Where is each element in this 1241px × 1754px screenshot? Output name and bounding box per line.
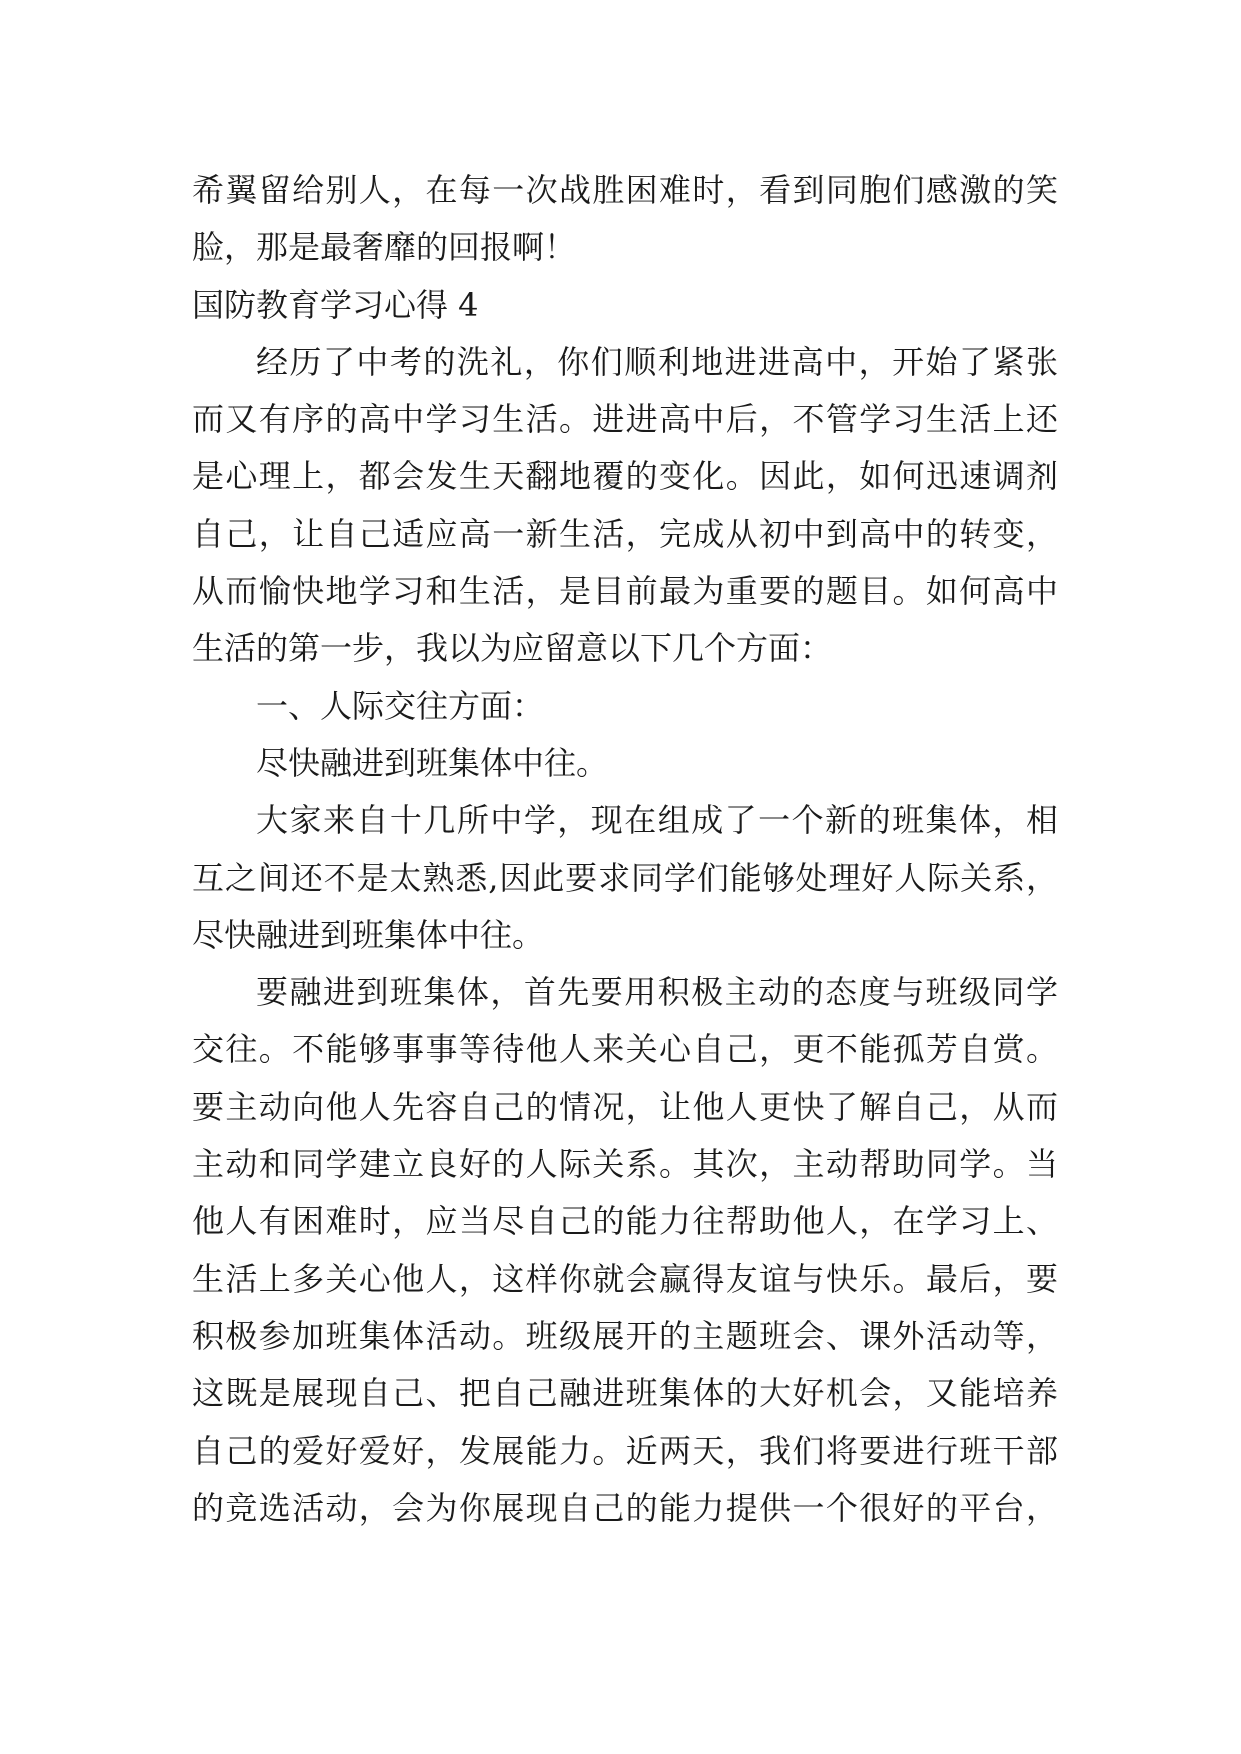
text-line: 从而愉快地学习和生活，是目前最为重要的题目。如何高中: [192, 572, 1058, 611]
text-line: 交往。不能够事事等待他人来关心自己，更不能孤芳自赏。: [192, 1030, 1058, 1069]
text-line: 而又有序的高中学习生活。进进高中后，不管学习生活上还: [192, 400, 1058, 439]
text-line: 生活上多关心他人，这样你就会赢得友谊与快乐。最后，要: [192, 1259, 1058, 1298]
document-body: [192, 162, 1058, 1537]
text-line: 尽快融进到班集体中往。: [256, 743, 609, 782]
text-line: 希翼留给别人，在每一次战胜困难时，看到同胞们感激的笑: [192, 171, 1058, 209]
text-line: 自己的爱好爱好，发展能力。近两天，我们将要进行班干部: [192, 1431, 1058, 1470]
subheading-line: 一、人际交往方面：: [256, 686, 545, 725]
text-line: 是心理上，都会发生天翻地覆的变化。因此，如何迅速调剂: [192, 457, 1058, 496]
text-line: 经历了中考的洗礼，你们顺利地进进高中，开始了紧张: [256, 342, 1058, 381]
text-line: 自己，让自己适应高一新生活，完成从初中到高中的转变，: [192, 514, 1058, 553]
text-line: 主动和同学建立良好的人际关系。其次，主动帮助同学。当: [192, 1145, 1058, 1184]
text-line: 他人有困难时，应当尽自己的能力往帮助他人，在学习上、: [192, 1202, 1058, 1241]
text-line: 要主动向他人先容自己的情况，让他人更快了解自己，从而: [192, 1087, 1058, 1126]
text-line: 生活的第一步，我以为应留意以下几个方面：: [192, 629, 833, 668]
text-line: 大家来自十几所中学，现在组成了一个新的班集体，相: [256, 801, 1058, 840]
text-line: 要融进到班集体，首先要用积极主动的态度与班级同学: [256, 973, 1058, 1012]
text-line: 互之间还不是太熟悉,因此要求同学们能够处理好人际关系，: [192, 858, 1058, 897]
text-line: 尽快融进到班集体中往。: [192, 915, 545, 954]
text-line: 积极参加班集体活动。班级展开的主题班会、课外活动等，: [192, 1316, 1058, 1355]
text-line: 这既是展现自己、把自己融进班集体的大好机会，又能培养: [192, 1374, 1058, 1413]
section-heading: 国防教育学习心得 4: [192, 285, 479, 324]
text-line: 的竞选活动，会为你展现自己的能力提供一个很好的平台，: [192, 1488, 1058, 1527]
text-line: 脸，那是最奢靡的回报啊！: [192, 228, 577, 267]
